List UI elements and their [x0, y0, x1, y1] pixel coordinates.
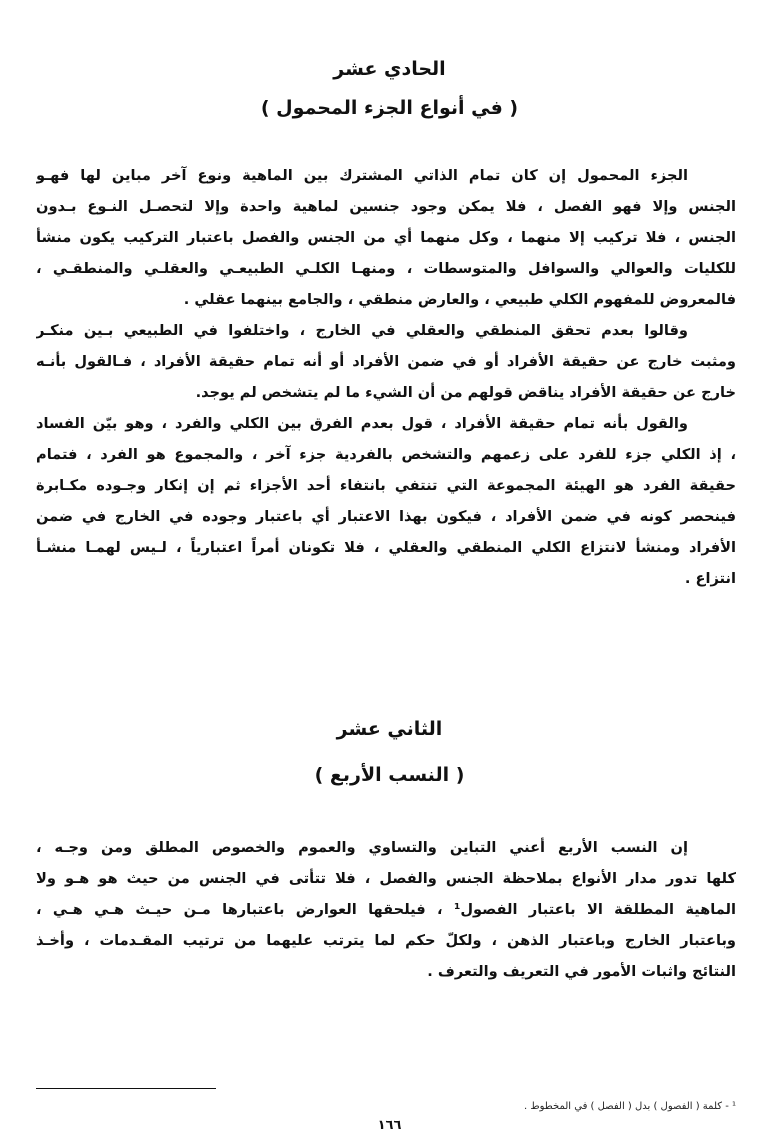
text-line: إن النسب الأربع أعني التباين والتساوي والعموم والخصوص المطلق ومن وجـه ، — [36, 839, 688, 856]
text-line: وباعتبار الخارج وباعتبار الذهن ، ولكلّ حكم لما يترتب عليهما من ترتيب المقـدمات ، وأخـذ — [36, 932, 736, 949]
text-line: الأفراد ومنشأ لانتزاع الكلي المنطقي والعقلي ، فلا تكونان أمراً اعتبارياً ، لـيس لهمـا منشـأ — [36, 539, 736, 556]
text-line: ، إذ الكلي جزء للفرد على زعمهم والتشخص بالفردية جزء آخر ، والمجموع هو الفرد ، فتمام — [36, 446, 736, 463]
section-1-title: الحادي عشر — [333, 58, 446, 80]
text-line: خارج عن حقيقة الأفراد يناقض قولهم من أن الشيء ما لم يتشخص لم يوجد. — [195, 384, 736, 401]
section-1-subtitle: ( في أنواع الجزء المحمول ) — [260, 97, 519, 119]
text-line: والقول بأنه تمام حقيقة الأفراد ، قول بعدم الفرق بين الكلي والفرد ، وهو بيّن الفساد — [36, 415, 688, 432]
section-2-subtitle: ( النسب الأربع ) — [314, 764, 465, 786]
text-line: ومثبت خارج عن حقيقة الأفراد أو في ضمن الأفراد أو أنه تمام حقيقة الأفراد ، فـالقول بأنـه — [36, 353, 736, 370]
text-line: كلها تدور مدار الأنواع بملاحظة الجنس والفصل ، فلا تتأتى في الجنس من حيث هو هـو ولا — [36, 870, 736, 887]
text-line: حقيقة الفرد هو الهيئة المجموعة التي تنتفي بانتفاء أحد الأجزاء ثم إن إنكار وجـوده مكـابرة — [36, 477, 736, 494]
text-line: الجنس وإلا فهو الفصل ، فلا يمكن وجود جنسين لماهية واحدة وإلا لتحصـل النـوع بـدون — [36, 198, 736, 215]
text-line: الماهية المطلقة الا باعتبار الفصول¹ ، فيلحقها العوارض باعتبارها مـن حيـث هـي هـي ، — [36, 901, 736, 918]
text-line: الجزء المحمول إن كان تمام الذاتي المشترك بين الماهية ونوع آخر مباين لها فهـو — [36, 167, 688, 184]
text-line: النتائج واثبات الأمور في التعريف والتعرف . — [427, 963, 736, 980]
text-line: فينحصر كونه في ضمن الأفراد ، فيكون بهذا الاعتبار أي باعتبار وجوده في الخارج في ضمن — [36, 508, 736, 525]
text-line: للكليات والعوالي والسوافل والمتوسطات ، ومنهـا الكلـي الطبيعـي والعقلـي والمنطقـي ، — [36, 260, 736, 277]
footnote-separator — [36, 1088, 216, 1089]
text-line: فالمعروض للمفهوم الكلي طبيعي ، والعارض منطقي ، والجامع بينهما عقلي . — [183, 291, 736, 308]
page-number: ١٦٦ — [377, 1118, 402, 1133]
text-line: وقالوا بعدم تحقق المنطقي والعقلي في الخارج ، واختلفوا في الطبيعي بـين منكـر — [36, 322, 688, 339]
text-line: انتزاع . — [684, 570, 736, 587]
section-2-title: الثاني عشر — [336, 718, 443, 740]
section-2-body — [36, 832, 736, 987]
section-1-body — [36, 160, 736, 594]
footnote: ¹ - كلمة ( الفصول ) بدل ( الفصل ) في المخطوط . — [524, 1101, 736, 1112]
text-line: الجنس ، فلا تركيب إلا منهما ، وكل منهما أي من الجنس والفصل باعتبار التركيب يكون منشأ — [36, 229, 736, 246]
